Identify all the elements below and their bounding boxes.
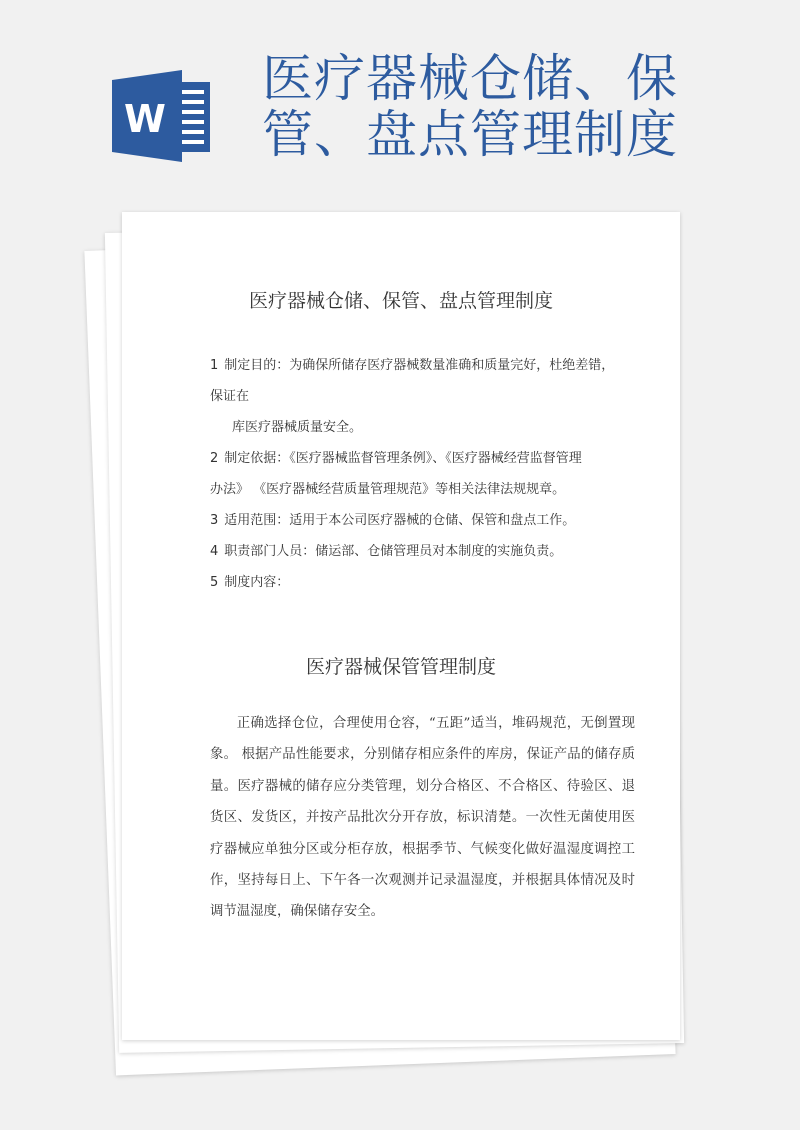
list-item xyxy=(210,443,640,474)
word-logo-icon xyxy=(112,70,216,162)
list-item xyxy=(210,505,640,536)
item-number: 5 xyxy=(210,575,219,590)
list-item xyxy=(210,412,640,443)
banner-title xyxy=(262,52,678,164)
list-item xyxy=(210,567,640,598)
list-item xyxy=(210,350,640,381)
item-text: 制度内容： xyxy=(224,575,290,590)
item-number: 3 xyxy=(210,513,219,528)
banner-title-line1: 医疗器械仓储、保 xyxy=(262,50,679,109)
item-list xyxy=(210,350,640,598)
list-item xyxy=(210,474,640,505)
section-body: 正确选择仓位，合理使用仓容，“五距”适当，堆码规范，无倒置现象。 根据产品性能要求，分别储存相应条件的库房，保证产品的储存质量。医疗器械的储存应分类管理，划分合格区、不合格区、待验区、退货区、发货区，并按产品批次分开存放，标识清楚。一次性无菌使用医疗器械应单独分区或分柜存放，根据季节、气候变化做好温湿度调控工作，坚持每日上、下午各一次观测并记录温湿度，并根据具体情况及时调节温湿度，确保储存安全。 xyxy=(210,716,635,920)
item-text: 保证在 xyxy=(210,389,250,404)
document-title: 医疗器械仓储、保管、盘点管理制度 xyxy=(248,290,553,312)
section-title: 医疗器械保管管理制度 xyxy=(305,656,496,678)
item-number: 2 xyxy=(210,451,219,466)
item-text: 办法》 《医疗器械经营质量管理规范》等相关法律法规规章。 xyxy=(210,482,566,497)
item-number: 4 xyxy=(210,544,219,559)
item-text: 库医疗器械质量安全。 xyxy=(232,420,363,435)
document-page xyxy=(122,212,680,1040)
item-text: 适用范围：适用于本公司医疗器械的仓储、保管和盘点工作。 xyxy=(224,513,576,528)
list-item xyxy=(210,381,640,412)
svg-text:W: W xyxy=(124,97,166,141)
banner-title-line2: 管、盘点管理制度 xyxy=(262,106,679,165)
item-text: 制定依据：《医疗器械监督管理条例》、《医疗器械经营监督管理 xyxy=(224,451,582,466)
item-text: 制定目的：为确保所储存医疗器械数量准确和质量完好，杜绝差错， xyxy=(224,358,615,373)
list-item xyxy=(210,536,640,567)
item-number: 1 xyxy=(210,358,219,373)
item-text: 职责部门人员：储运部、仓储管理员对本制度的实施负责。 xyxy=(224,544,563,559)
